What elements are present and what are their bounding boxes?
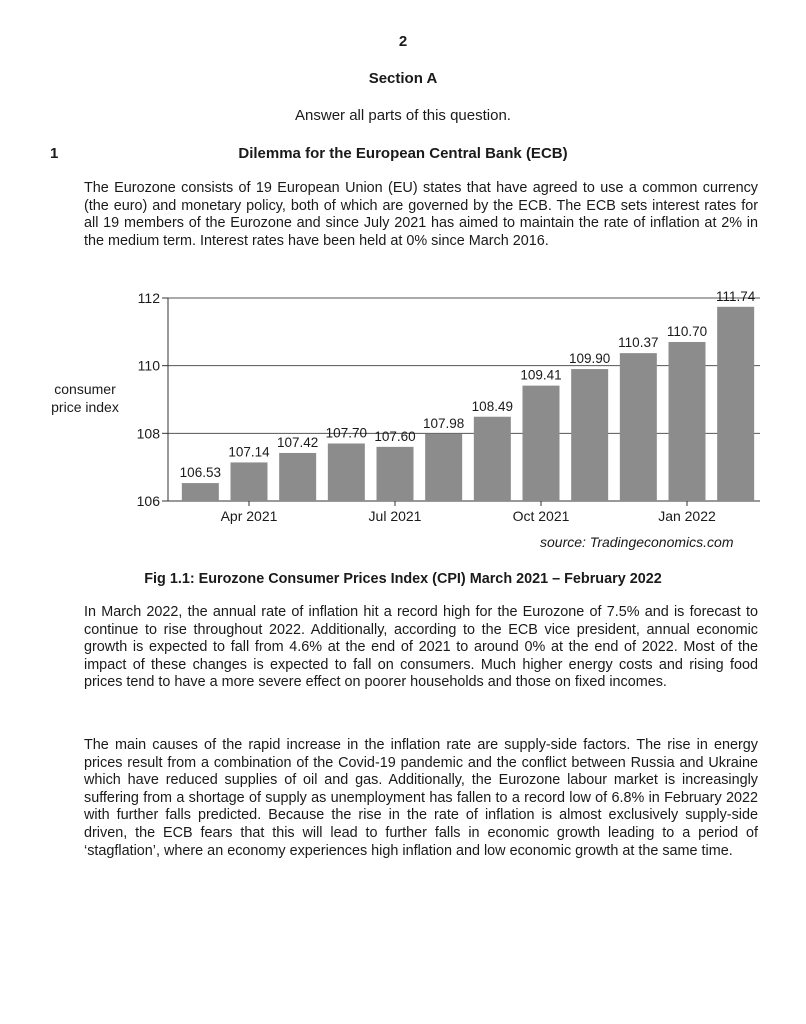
bar-value-label: 107.70 (325, 425, 367, 441)
section-heading: Section A (368, 70, 438, 87)
bar (620, 353, 657, 501)
question-number: 1 (50, 145, 59, 162)
y-tick-label: 108 (136, 425, 160, 442)
instruction-text: Answer all parts of this question. (295, 107, 511, 124)
x-tick-label: Oct 2021 (512, 508, 570, 524)
paragraph-inflation: In March 2022, the annual rate of inflation hit a record high for the Eurozone of 7.5% and is forecast to continue to rise throughout 2022. Additionally, according to the ECB vice president, annual economic growth is expected to fall from 4.6% at the end of 2021 to around 0% at the end of 2022. Most of the impact of these changes is expected to fall on consumers. Much higher energy costs and rising food prices tend to have a more severe effect on poorer households and those on fixed incomes. (84, 604, 758, 691)
x-tick-label: Jul 2021 (368, 508, 422, 524)
intro-paragraph: The Eurozone consists of 19 European Union (EU) states that have agreed to use a common currency (the euro) and monetary policy, both of which are governed by the ECB. The ECB sets interest rates for all 19 members of the Eurozone and since July 2021 has aimed to maintain the rate of inflation at 2% in the medium term. Interest rates have been held at 0% since March 2016. (84, 180, 758, 249)
bar-value-label: 107.60 (374, 428, 416, 444)
bar (279, 453, 316, 501)
bar-value-label: 110.70 (666, 323, 708, 339)
bar-value-label: 107.14 (228, 444, 270, 460)
figure-source: source: Tradingeconomics.com (540, 534, 734, 550)
bar-value-label: 109.90 (569, 351, 611, 367)
bar (669, 342, 706, 501)
bar (425, 434, 462, 501)
question-title: Dilemma for the European Central Bank (ECB) (238, 145, 568, 162)
bar-value-label: 109.41 (520, 367, 562, 383)
bar (571, 369, 608, 501)
y-tick-label: 110 (137, 357, 160, 374)
y-tick-label: 106 (136, 493, 160, 509)
bar-value-label: 110.37 (618, 335, 659, 351)
bar (377, 447, 414, 501)
bar-value-label: 108.49 (471, 398, 513, 414)
bar (717, 307, 754, 501)
x-tick-label: Apr 2021 (220, 508, 278, 524)
page-number: 2 (398, 33, 408, 50)
figure-caption: Fig 1.1: Eurozone Consumer Prices Index (CPI) March 2021 – February 2022 (144, 571, 662, 587)
x-tick-label: Jan 2022 (658, 508, 716, 524)
y-tick-label: 112 (137, 290, 160, 306)
bar-value-label: 107.42 (277, 434, 319, 450)
chart-y-axis-label: consumer price index (51, 381, 119, 415)
paragraph-supply-side: The main causes of the rapid increase in the inflation rate are supply-side factors. The rise in energy prices result from a combination of the Covid-19 pandemic and the conflict between Russia and Ukraine which have reduced supplies of oil and gas. Additionally, the Eurozone labour market is increasingly suffering from a shortage of supply as unemployment has fallen to a record low of 6.8% in February 2022 with further falls predicted. Because the rise in the rate of inflation is almost exclusively supply-side driven, the ECB fears that this will lead to further falls in economic growth leading to a period of ‘stagflation’, where an economy experiences high inflation and low economic growth at the same time. (84, 737, 758, 859)
bar (328, 443, 365, 501)
bar-value-label: 106.53 (179, 465, 221, 481)
bar (523, 386, 560, 501)
bar-value-label: 111.74 (716, 288, 756, 304)
bar (182, 483, 219, 501)
bar-value-label: 107.98 (423, 416, 465, 432)
bar (231, 462, 268, 501)
bar (474, 417, 511, 501)
